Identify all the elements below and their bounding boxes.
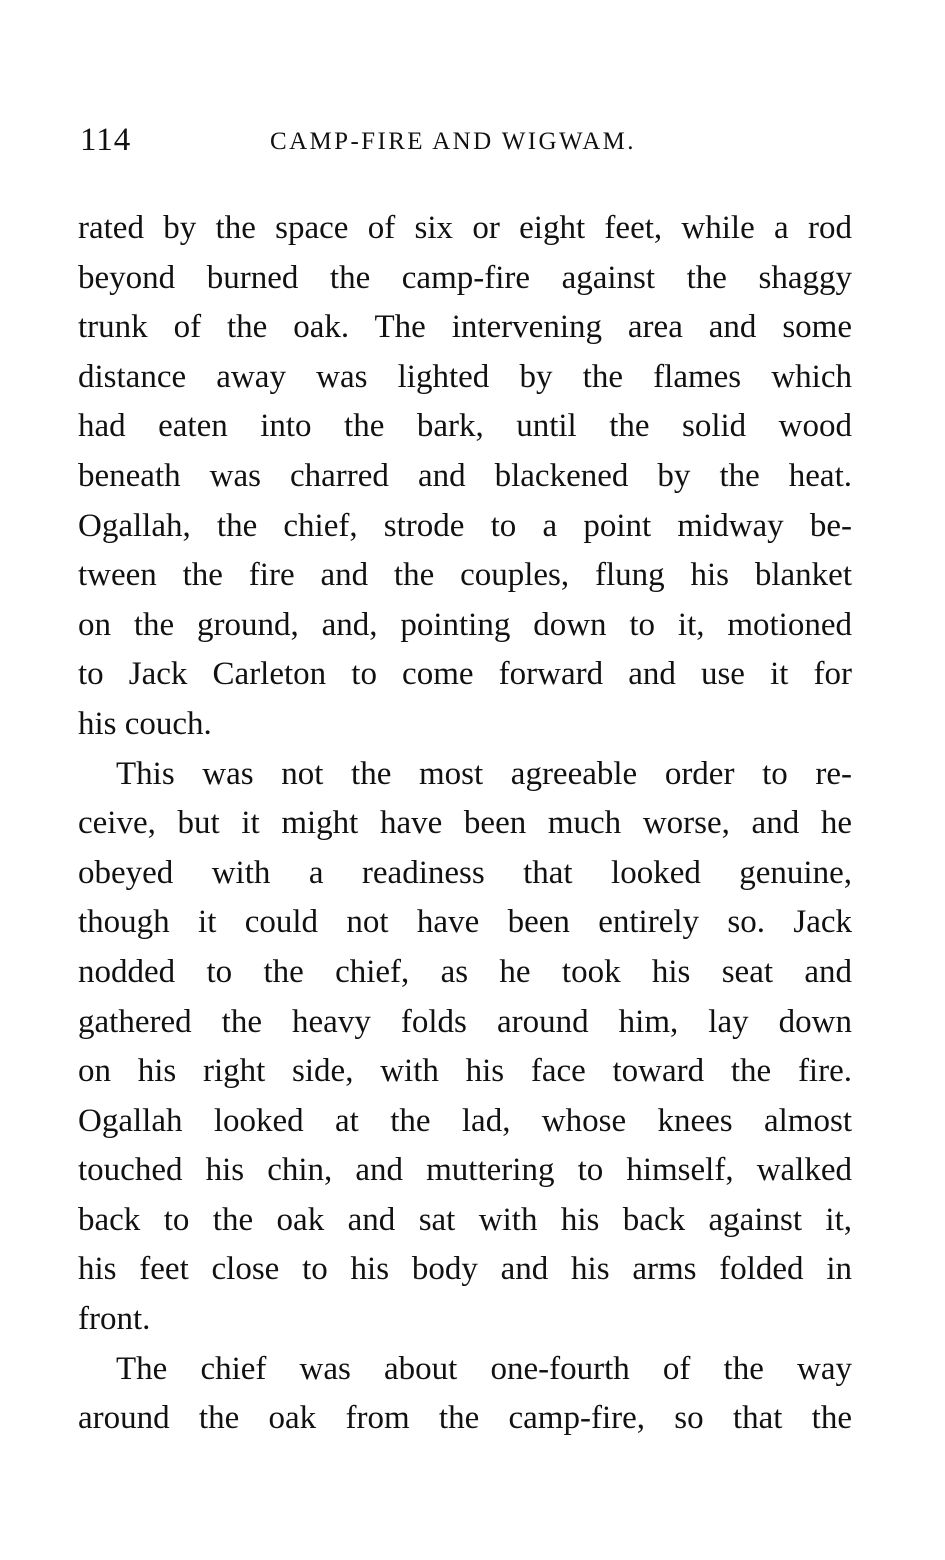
text-line: The chief was about one-fourth of the way [116, 1350, 852, 1387]
paragraph [78, 750, 852, 1345]
text-line: beyond burned the camp-fire against the shaggy [78, 259, 852, 296]
text-line: trunk of the oak. The intervening area and some [78, 309, 852, 346]
text-line: This was not the most agreeable order to re- [116, 755, 852, 792]
text-line: on his right side, with his face toward the fire. [78, 1053, 852, 1090]
running-head [80, 118, 860, 162]
text-line: obeyed with a readiness that looked genuine, [78, 854, 852, 891]
text-line: nodded to the chief, as he took his seat and [78, 953, 852, 990]
text-line: tween the fire and the couples, flung his blanket [78, 557, 852, 594]
text-line: though it could not have been entirely so. Jack [78, 904, 852, 941]
text-line: Ogallah, the chief, strode to a point midway be- [78, 507, 852, 544]
text-column [78, 204, 852, 1444]
paragraph [78, 1345, 852, 1444]
running-title: CAMP-FIRE AND WIGWAM. [270, 128, 636, 155]
text-line: ceive, but it might have been much worse, and he [78, 805, 852, 842]
text-line: distance away was lighted by the flames which [78, 358, 852, 395]
text-line: had eaten into the bark, until the solid wood [78, 408, 852, 445]
text-line: front. [78, 1301, 151, 1338]
page-number: 114 [80, 122, 132, 158]
text-line: beneath was charred and blackened by the heat. [78, 457, 852, 494]
text-line: to Jack Carleton to come forward and use it for [78, 656, 852, 693]
text-line: touched his chin, and muttering to himself, walked [78, 1152, 852, 1189]
text-line: Ogallah looked at the lad, whose knees almost [78, 1102, 852, 1139]
text-line: back to the oak and sat with his back against it, [78, 1201, 852, 1238]
text-line: rated by the space of six or eight feet, while a rod [78, 210, 852, 246]
text-line: around the oak from the camp-fire, so that the [78, 1400, 852, 1437]
paragraph [78, 204, 852, 750]
text-line: gathered the heavy folds around him, lay down [78, 1003, 852, 1040]
text-line: on the ground, and, pointing down to it, motioned [78, 606, 852, 643]
text-line: his feet close to his body and his arms folded in [78, 1251, 852, 1288]
text-line: his couch. [78, 705, 212, 742]
